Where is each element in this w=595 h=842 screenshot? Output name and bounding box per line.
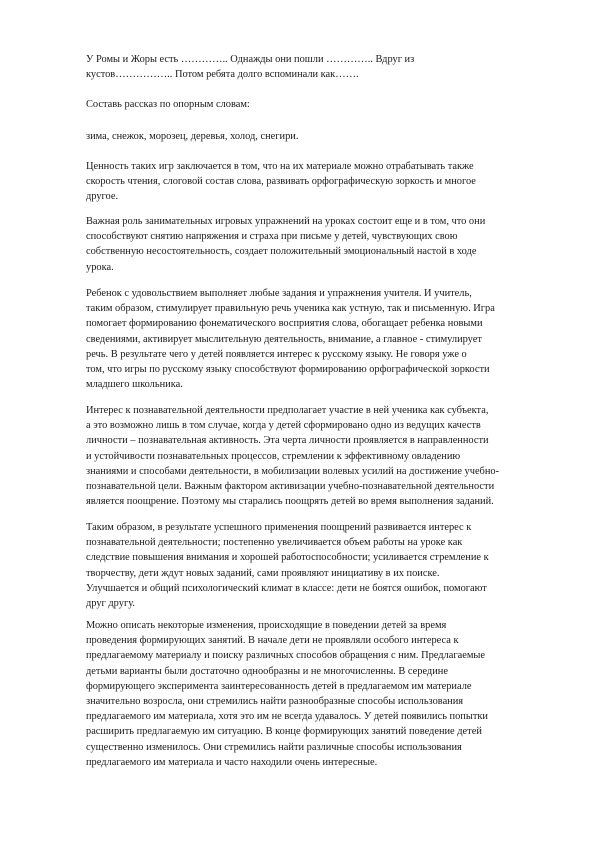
paragraph-cognitive-interest [86, 403, 548, 509]
text-line: собственную несостоятельность, создает положительный эмоциональный настой в ходе [86, 246, 477, 258]
text-line: младшего школьника. [86, 379, 183, 391]
text-line: Можно описать некоторые изменения, происходящие в поведении детей за время [86, 620, 447, 631]
text-line: друг другу. [86, 598, 135, 610]
text-line: Важная роль занимательных игровых упражнений на уроках состоит еще и в том, что они [86, 216, 486, 227]
text-line: таким образом, стимулирует правильную речь ученика как устную, так и письменную. Игра [86, 303, 495, 315]
text-line: существенно изменилось. Они стремились найти различные способы использования [86, 741, 462, 753]
text-line: кустов…………….. Потом ребята долго вспоминали как……. [86, 69, 359, 81]
text-line: познавательной деятельности; постепенно увеличивается объем работы на уроке как [86, 537, 463, 549]
paragraph-game-value [86, 159, 548, 205]
text-line: скорость чтения, слоговой состав слова, развивать орфографическую зоркость и многое [86, 176, 476, 188]
text-line: предлагаемого им материала и часто находили очень интересные. [86, 756, 378, 768]
text-line: предлагаемому материалу и поиску различных способов обращения с ним. Предлагаемые [86, 650, 486, 662]
paragraph-task-instruction [86, 97, 548, 112]
paragraph-child-tasks [86, 286, 548, 392]
text-line: урока. [86, 261, 114, 273]
paragraph-exercise-role [86, 214, 548, 275]
text-line: а это возможно лишь в том случае, когда у детей сформировано одно из ведущих качеств [86, 420, 481, 432]
paragraph-story-template [86, 52, 548, 82]
text-line: Таким образом, в результате успешного применения поощрений развивается интерес к [86, 522, 472, 533]
text-line: творчеству, дети ждут новых заданий, сами проявляют инициативу в их поиске. [86, 567, 440, 579]
text-line: У Ромы и Жоры есть ………….. Однажды они пошли ………….. Вдруг из [86, 54, 415, 65]
text-line: Ценность таких игр заключается в том, что на их материале можно отрабатывать также [86, 161, 474, 172]
text-line: является поощрение. Поэтому мы старались поощрять детей во время выполнения заданий. [86, 496, 494, 508]
text-line: и устойчивости познавательных процессов, стремлении к эффективному овладению [86, 450, 461, 462]
text-line: следствие повышения внимания и хорошей работоспособности; усиливается стремление к [86, 552, 489, 564]
text-line: Составь рассказ по опорным словам: [86, 99, 250, 110]
text-line: том, что игры по русскому языку способствуют формированию орфографической зоркости [86, 364, 490, 376]
text-line: познавательной цели. Важным фактором активизации учебно-познавательной деятельности [86, 481, 495, 493]
text-line: Ребенок с удовольствием выполняет любые задания и упражнения учителя. И учитель, [86, 288, 472, 299]
text-line: знаниями и способами деятельности, в мобилизации волевых усилий на достижение учебно- [86, 465, 500, 477]
text-line: расширить предлагаемую им ситуацию. В конце формирующих занятий поведение детей [86, 726, 482, 738]
text-line: проведения формирующих занятий. В начале дети не проявляли особого интереса к [86, 635, 459, 647]
text-line: речь. В результате чего у детей появляется интерес к русскому языку. Не говоря уже о [86, 348, 467, 360]
paragraph-encouragement-results [86, 520, 548, 611]
text-line: зима, снежок, морозец, деревья, холод, снегири. [86, 131, 299, 142]
text-line: способствуют снятию напряжения и страха при письме у детей, чувствующих свою [86, 231, 458, 243]
text-line: детьми варианты были достаточно однообразны и не многочисленны. В середине [86, 665, 448, 677]
text-line: сведениями, активирует мыслительную деятельность, внимание, а главное - стимулирует [86, 333, 482, 345]
paragraph-keywords [86, 129, 548, 144]
paragraph-behavior-changes [86, 618, 548, 770]
text-line: личности – познавательная активность. Эта черта личности проявляется в направленности [86, 435, 489, 447]
text-line: значительно возросла, они стремились найти разнообразные способы использования [86, 696, 464, 708]
text-line: Интерес к познавательной деятельности предполагает участие в ней ученика как субъекта, [86, 405, 489, 416]
text-line: предлагаемого им материала, хотя это им не всегда удавалось. У детей появились попытки [86, 711, 488, 723]
text-line: помогает формированию фонематического восприятия слова, обогащает ребенка новыми [86, 318, 483, 330]
text-line: формирующего эксперимента заинтересованность детей в предлагаемом им материале [86, 680, 472, 692]
text-line: Улучшается и общий психологический климат в классе: дети не боятся ошибок, помогают [86, 582, 487, 594]
text-line: другое. [86, 191, 119, 203]
